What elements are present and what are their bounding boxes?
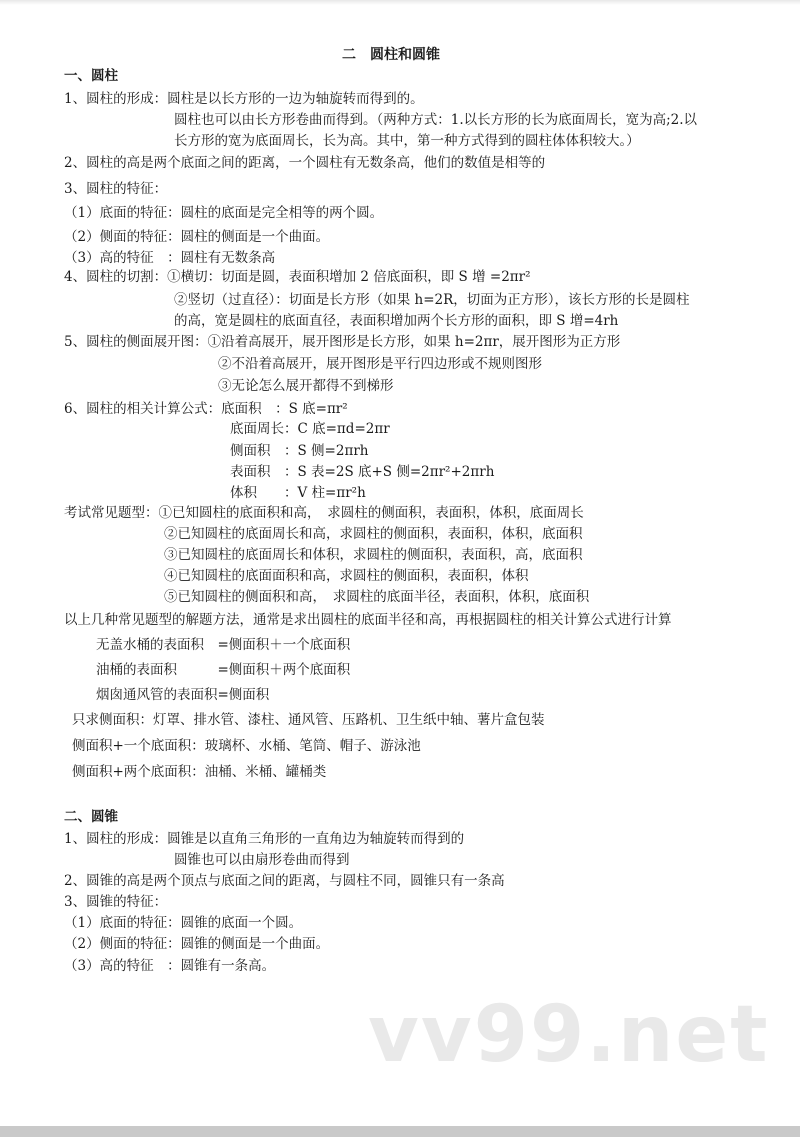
cone-feature-base: （1）底面的特征：圆锥的底面一个圆。 xyxy=(64,915,303,931)
application-uncovered-bucket: 无盖水桶的表面积 =侧面积＋一个底面积 xyxy=(96,637,351,653)
cone-height-definition: 2、圆锥的高是两个顶点与底面之间的距离，与圆柱不同，圆锥只有一条高 xyxy=(64,873,505,889)
page-title: 二 圆柱和圆锥 xyxy=(342,47,440,63)
cone-formation-line-1: 1、圆柱的形成：圆锥是以直角三角形的一直角边为轴旋转而得到的 xyxy=(64,831,465,847)
cylinder-cut-line-3: 的高，宽是圆柱的底面直径，表面积增加两个长方形的面积，即 S 增=4rh xyxy=(174,313,619,329)
cylinder-height-definition: 2、圆柱的高是两个底面之间的距离，一个圆柱有无数条高，他们的数值是相等的 xyxy=(64,155,546,171)
cylinder-unfold-line-3: ③无论怎么展开都得不到梯形 xyxy=(218,378,394,394)
section-heading-cylinder: 一、圆柱 xyxy=(64,68,118,84)
section-heading-cone: 二、圆锥 xyxy=(64,809,118,825)
cylinder-formation-line-3: 长方形的宽为底面周长，长为高。其中，第一种方式得到的圆柱体体积较大。） xyxy=(174,133,640,149)
cone-features-heading: 3、圆锥的特征： xyxy=(64,894,168,910)
cylinder-feature-base: （1）底面的特征：圆柱的底面是完全相等的两个圆。 xyxy=(64,205,384,221)
cylinder-unfold-line-2: ②不沿着高展开，展开图形是平行四边形或不规则图形 xyxy=(218,356,542,372)
cone-feature-height: （3）高的特征 ：圆锥有一条高。 xyxy=(64,958,276,974)
solution-method: 以上几种常见题型的解题方法，通常是求出圆柱的底面半径和高，再根据圆柱的相关计算公式进行计算 xyxy=(64,612,672,628)
exam-type-5: ⑤已知圆柱的侧面积和高， 求圆柱的底面半径，表面积，体积，底面积 xyxy=(164,589,590,605)
exam-type-2: ②已知圆柱的底面周长和高，求圆柱的侧面积，表面积，体积，底面积 xyxy=(164,526,583,542)
cylinder-formula-circumference: 底面周长：C 底=πd=2πr xyxy=(230,421,390,437)
application-side-only: 只求侧面积：灯罩、排水管、漆柱、通风管、压路机、卫生纸中轴、薯片盒包装 xyxy=(72,712,545,728)
cylinder-unfold-line-1: 5、圆柱的侧面展开图：①沿着高展开，展开图形是长方形，如果 h=2πr，展开图形为正方形 xyxy=(64,334,621,350)
cylinder-features-heading: 3、圆柱的特征： xyxy=(64,181,168,197)
cylinder-formula-side-area: 侧面积 ：S 侧=2πrh xyxy=(230,443,369,459)
cylinder-feature-height: （3）高的特征 ：圆柱有无数条高 xyxy=(64,250,276,266)
cone-feature-side: （2）侧面的特征：圆锥的侧面是一个曲面。 xyxy=(64,936,330,952)
exam-type-1: 考试常见题型：①已知圆柱的底面积和高， 求圆柱的侧面积，表面积，体积，底面周长 xyxy=(64,505,584,521)
exam-type-4: ④已知圆柱的底面面积和高，求圆柱的侧面积，表面积，体积 xyxy=(164,568,529,584)
application-side-plus-one-base: 侧面积+一个底面积：玻璃杯、水桶、笔筒、帽子、游泳池 xyxy=(72,738,421,754)
application-chimney: 烟囱通风管的表面积=侧面积 xyxy=(96,687,270,703)
cone-formation-line-2: 圆锥也可以由扇形卷曲而得到 xyxy=(174,852,350,868)
cylinder-formula-surface-area: 表面积 ：S 表=2S 底+S 侧=2πr²+2πrh xyxy=(230,464,495,480)
cylinder-cut-line-2: ②竖切（过直径）：切面是长方形（如果 h=2R，切面为正方形），该长方形的长是圆柱 xyxy=(174,292,690,308)
application-oil-drum: 油桶的表面积 =侧面积＋两个底面积 xyxy=(96,662,351,678)
cylinder-formation-line-2: 圆柱也可以由长方形卷曲而得到。（两种方式：1.以长方形的长为底面周长，宽为高;2.以 xyxy=(174,112,698,128)
cylinder-formation-line-1: 1、圆柱的形成：圆柱是以长方形的一边为轴旋转而得到的。 xyxy=(64,91,424,107)
cylinder-formula-volume: 体积 ：V 柱=πr²h xyxy=(230,485,366,501)
exam-type-3: ③已知圆柱的底面周长和体积，求圆柱的侧面积，表面积，高，底面积 xyxy=(164,547,583,563)
page-bottom-edge xyxy=(0,1126,800,1137)
cylinder-cut-line-1: 4、圆柱的切割：①横切：切面是圆，表面积增加 2 倍底面积，即 S 增 =2πr² xyxy=(64,269,531,285)
cylinder-feature-side: （2）侧面的特征：圆柱的侧面是一个曲面。 xyxy=(64,229,330,245)
application-side-plus-two-bases: 侧面积+两个底面积：油桶、米桶、罐桶类 xyxy=(72,764,327,780)
watermark: vv99.net xyxy=(368,990,770,1080)
cylinder-formula-base-area: 6、圆柱的相关计算公式：底面积 ：S 底=πr² xyxy=(64,401,348,417)
page-top-edge xyxy=(0,0,800,5)
